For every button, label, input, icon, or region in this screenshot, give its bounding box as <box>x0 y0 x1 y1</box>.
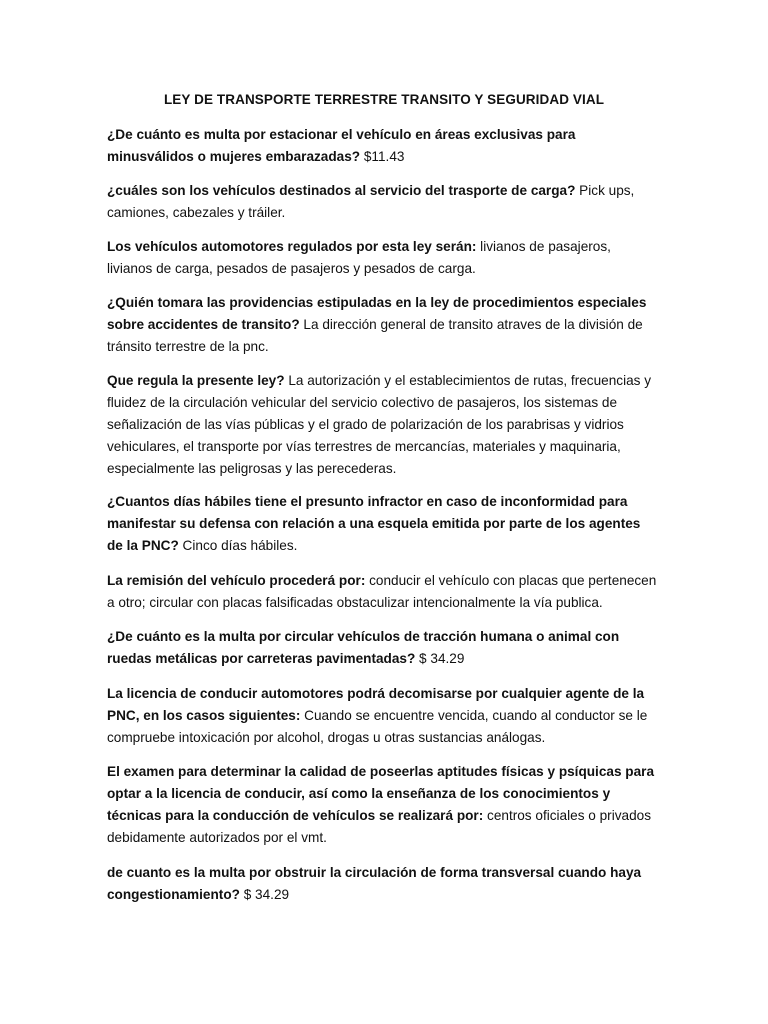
question-3: Los vehículos automotores regulados por esta ley serán: <box>107 239 477 254</box>
question-11: de cuanto es la multa por obstruir la circulación de forma transversal cuando haya congestionamiento? <box>107 865 642 902</box>
answer-8: $ 34.29 <box>415 651 465 666</box>
qa-item-2 <box>107 180 657 224</box>
document-title: LEY DE TRANSPORTE TERRESTRE TRANSITO Y SEGURIDAD VIAL <box>163 92 605 107</box>
qa-item-9 <box>107 683 657 749</box>
question-1: ¿De cuánto es multa por estacionar el vehículo en áreas exclusivas para minusválidos o mujeres embarazadas? <box>107 127 576 164</box>
answer-9: Cuando se encuentre vencida, cuando al conductor se le compruebe intoxicación por alcohol, drogas u otras sustancias análogas. <box>107 708 648 745</box>
question-2: ¿cuáles son los vehículos destinados al servicio del trasporte de carga? <box>107 183 576 198</box>
qa-item-8 <box>107 626 657 670</box>
qa-item-10 <box>107 761 657 849</box>
qa-item-4 <box>107 292 657 358</box>
question-5: Que regula la presente ley? <box>107 373 285 388</box>
question-6: ¿Cuantos días hábiles tiene el presunto infractor en caso de inconformidad para manifestar su defensa con relación a una esquela emitida por parte de los agentes de la PNC? <box>107 494 641 553</box>
answer-5: La autorización y el establecimientos de rutas, frecuencias y fluidez de la circulación vehicular del servicio colectivo de pasajeros, los sistemas de señalización de las vías públicas y el grado de polarización de los parabrisas y vidrios vehiculares, el transporte por vías terrestres de mercancías, materiales y maquinaria, especialmente las peligrosas y las perecederas. <box>107 373 652 476</box>
qa-item-7 <box>107 570 657 614</box>
answer-1: $11.43 <box>360 149 405 164</box>
qa-item-5 <box>107 370 657 480</box>
answer-10: centros oficiales o privados debidamente autorizados por el vmt. <box>107 808 651 845</box>
question-10: El examen para determinar la calidad de poseerlas aptitudes físicas y psíquicas para optar a la licencia de conducir, así como la enseñanza de los conocimientos y técnicas para la conducción de vehículos se realizará por: <box>107 764 655 823</box>
answer-7: conducir el vehículo con placas que pertenecen a otro; circular con placas falsificadas obstaculizar intencionalmente la vía publica. <box>107 573 657 610</box>
qa-item-1 <box>107 124 657 168</box>
answer-4: La dirección general de transito atraves de la división de tránsito terrestre de la pnc. <box>107 317 643 354</box>
answer-6: Cinco días hábiles. <box>178 538 298 553</box>
question-9: La licencia de conducir automotores podrá decomisarse por cualquier agente de la PNC, en los casos siguientes: <box>107 686 645 723</box>
qa-item-3 <box>107 236 657 280</box>
answer-3: livianos de pasajeros, livianos de carga, pesados de pasajeros y pesados de carga. <box>107 239 611 276</box>
question-7: La remisión del vehículo procederá por: <box>107 573 366 588</box>
qa-item-11 <box>107 862 657 906</box>
answer-11: $ 34.29 <box>239 887 290 902</box>
qa-item-6 <box>107 491 657 557</box>
question-8: ¿De cuánto es la multa por circular vehículos de tracción humana o animal con ruedas metálicas por carreteras pavimentadas? <box>107 629 620 666</box>
answer-2: Pick ups, camiones, cabezales y tráiler. <box>107 183 635 220</box>
question-4: ¿Quién tomara las providencias estipuladas en la ley de procedimientos especiales sobre accidentes de transito? <box>107 295 647 332</box>
